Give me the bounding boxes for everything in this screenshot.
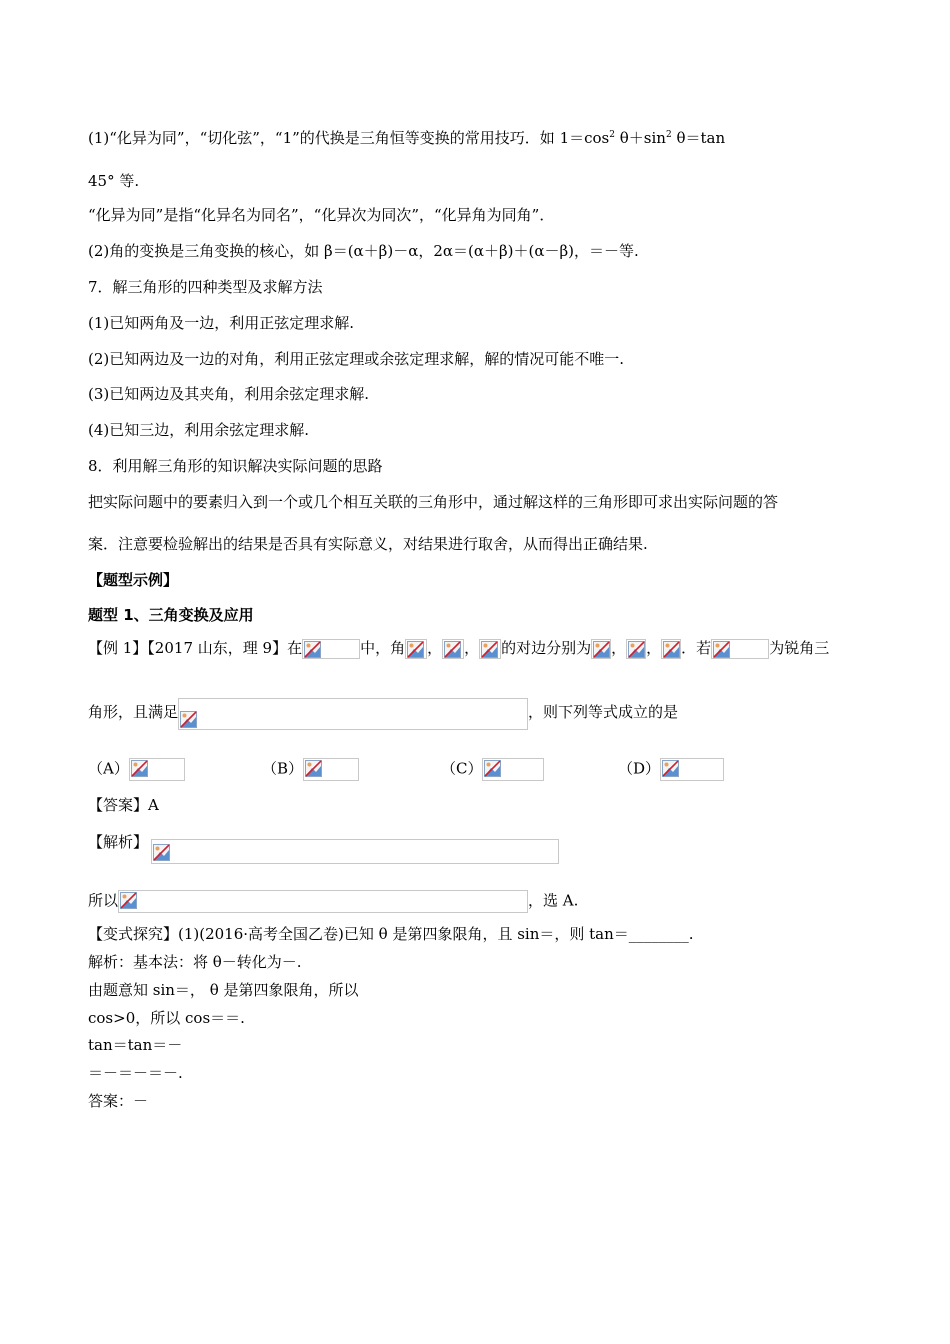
section-7-item-2: (2)已知两边及一边的对角，利用正弦定理或余弦定理求解，解的情况可能不唯一. xyxy=(88,350,625,368)
broken-image-icon xyxy=(626,639,646,659)
option-label: （D） xyxy=(618,759,661,778)
section-7-title: 7．解三角形的四种类型及求解方法 xyxy=(88,278,323,296)
tip-line-4: (2)角的变换是三角变换的核心，如 β＝(α＋β)－α，2α＝(α＋β)＋(α－β)，＝－等. xyxy=(88,242,639,260)
section-7-item-4: (4)已知三边，利用余弦定理求解. xyxy=(88,421,310,439)
comma: ， xyxy=(611,639,627,657)
broken-image-icon xyxy=(302,639,360,659)
option-d xyxy=(618,758,724,781)
option-label: （A） xyxy=(88,759,129,778)
type-1-title: 题型 1、三角变换及应用 xyxy=(88,606,254,624)
tip-line-2: 45° 等. xyxy=(88,172,140,190)
example-1-line-1 xyxy=(88,638,829,659)
example-text: 中，角 xyxy=(360,639,406,657)
broken-image-icon xyxy=(178,698,528,730)
broken-image-icon xyxy=(660,758,724,781)
so-text: 所以 xyxy=(88,891,119,910)
section-7-item-3: (3)已知两边及其夹角，利用余弦定理求解. xyxy=(88,385,370,403)
analysis-label: 【解析】 xyxy=(88,833,149,851)
tip-line-1 xyxy=(88,128,725,148)
broken-image-icon xyxy=(482,758,544,781)
so-line xyxy=(88,890,578,913)
example-text: ．若 xyxy=(681,639,712,657)
example-1-line-2 xyxy=(88,702,678,730)
example-text: 角形，且满足 xyxy=(88,703,179,721)
broken-image-icon xyxy=(661,639,681,659)
variant-line-2: 解析：基本法：将 θ－转化为－. xyxy=(88,953,302,971)
broken-image-icon xyxy=(129,758,185,781)
variant-line-5: tan＝tan＝－ xyxy=(88,1036,183,1054)
broken-image-icon xyxy=(303,758,359,781)
section-8-paragraph-1: 把实际问题中的要素归入到一个或几个相互关联的三角形中，通过解这样的三角形即可求出实际问题的答 xyxy=(88,493,779,511)
broken-image-icon xyxy=(405,639,427,659)
variant-line-1: 【变式探究】(1)(2016·高考全国乙卷)已知 θ 是第四象限角，且 sin＝，则 tan＝________. xyxy=(88,925,694,943)
section-8-title: 8．利用解三角形的知识解决实际问题的思路 xyxy=(88,457,383,475)
variant-answer: 答案：－ xyxy=(88,1092,149,1110)
option-label: （B） xyxy=(262,759,304,778)
example-text: 为锐角三 xyxy=(769,639,830,657)
broken-image-icon xyxy=(591,639,611,659)
comma: ， xyxy=(427,639,443,657)
example-text: 的对边分别为 xyxy=(501,639,592,657)
tip-line-1-text-mid: θ＋sin xyxy=(614,129,666,147)
tip-line-3: “化异为同”是指“化异名为同名”，“化异次为同次”，“化异角为同角”． xyxy=(88,206,555,224)
example-text: 【例 1】【2017 山东，理 9】在 xyxy=(88,639,303,657)
answer: 【答案】A xyxy=(88,796,159,814)
variant-line-6: ＝－＝－＝－. xyxy=(88,1064,183,1082)
option-c xyxy=(441,758,544,781)
broken-image-icon xyxy=(118,890,528,913)
broken-image-icon xyxy=(479,639,501,659)
option-label: （C） xyxy=(441,759,483,778)
option-a xyxy=(88,758,185,781)
superscript: 2 xyxy=(609,130,615,140)
variant-line-4: cos>0，所以 cos＝＝. xyxy=(88,1009,245,1027)
broken-image-icon xyxy=(151,839,559,864)
section-7-item-1: (1)已知两角及一边，利用正弦定理求解. xyxy=(88,314,355,332)
so-text: ，选 A. xyxy=(528,891,579,910)
comma: ， xyxy=(464,639,480,657)
variant-line-3: 由题意知 sin＝， θ 是第四象限角，所以 xyxy=(88,981,359,999)
broken-image-icon xyxy=(442,639,464,659)
comma: ， xyxy=(646,639,662,657)
example-text: ，则下列等式成立的是 xyxy=(528,703,679,721)
examples-header: 【题型示例】 xyxy=(88,571,179,589)
superscript: 2 xyxy=(665,130,672,140)
tip-line-1-text: (1)“化异为同”，“切化弦”，“1”的代换是三角恒等变换的常用技巧．如 1＝cos xyxy=(88,129,610,147)
broken-image-icon xyxy=(711,639,769,659)
tip-line-1-text-end: θ＝tan xyxy=(671,129,726,147)
section-8-paragraph-2: 案．注意要检验解出的结果是否具有实际意义，对结果进行取舍，从而得出正确结果. xyxy=(88,535,648,553)
option-b xyxy=(262,758,359,781)
